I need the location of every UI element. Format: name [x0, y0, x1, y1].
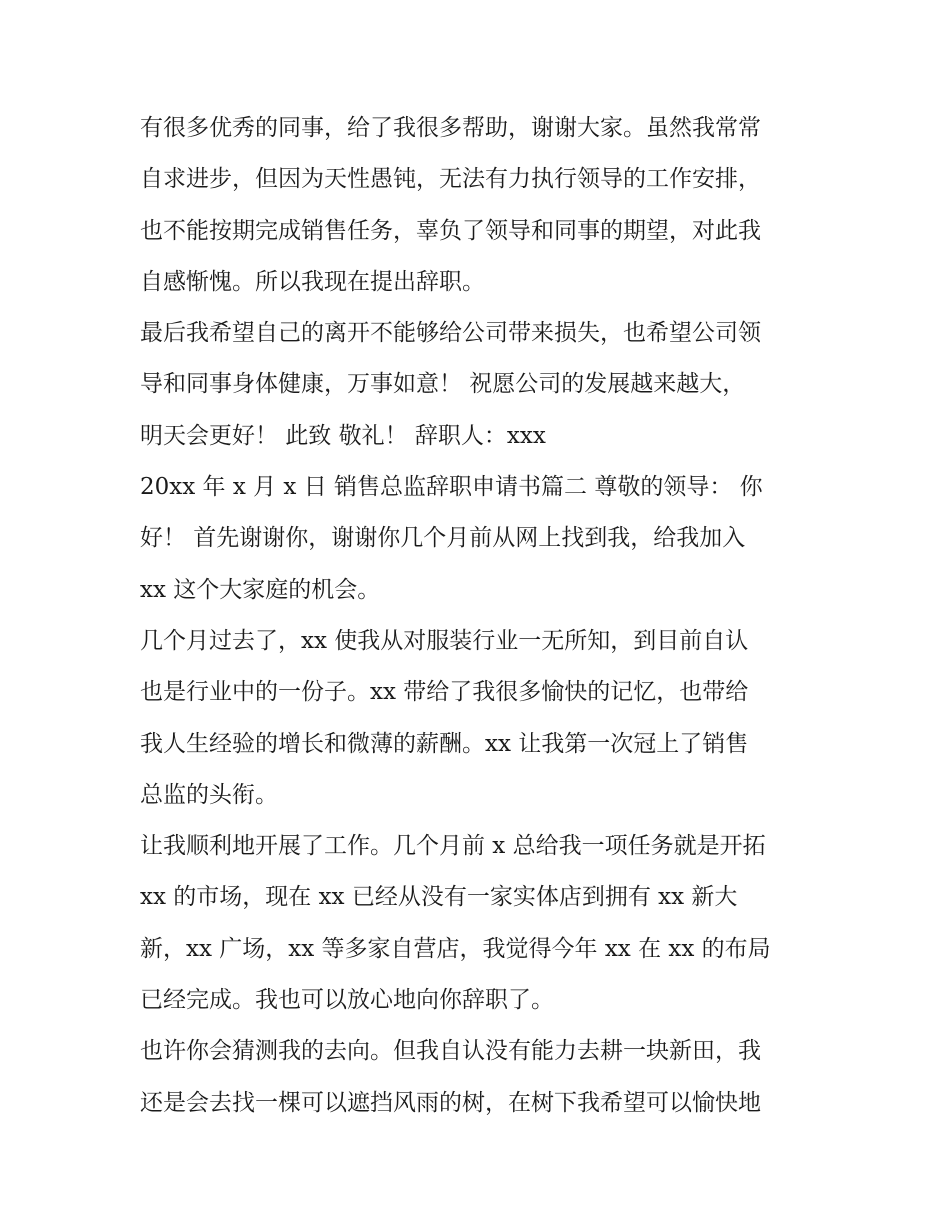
text-line: 明天会更好！ 此致 敬礼！ 辞职人：xxx: [140, 422, 546, 449]
text-line: 还是会去找一棵可以遮挡风雨的树，在树下我希望可以愉快地: [140, 1089, 761, 1116]
document-body: [140, 103, 820, 1129]
text-line: xx 的市场，现在 xx 已经从没有一家实体店到拥有 xx 新大: [140, 884, 738, 911]
text-line: 20xx 年 x 月 x 日 销售总监辞职申请书篇二 尊敬的领导： 你: [140, 474, 763, 501]
text-line: 也许你会猜测我的去向。但我自认没有能力去耕一块新田，我: [140, 1038, 761, 1065]
text-line: 自求进步，但因为天性愚钝，无法有力执行领导的工作安排，: [140, 166, 761, 193]
text-line: 也不能按期完成销售任务，辜负了领导和同事的期望，对此我: [140, 217, 761, 244]
text-line: xx 这个大家庭的机会。: [140, 576, 381, 603]
text-line: 已经完成。我也可以放心地向你辞职了。: [140, 987, 554, 1014]
text-line: 让我顺利地开展了工作。几个月前 x 总给我一项任务就是开拓: [140, 833, 766, 860]
text-line: 有很多优秀的同事，给了我很多帮助，谢谢大家。虽然我常常: [140, 115, 761, 141]
text-line: 导和同事身体健康，万事如意！ 祝愿公司的发展越来越大，: [140, 371, 746, 398]
text-line: 几个月过去了，xx 使我从对服装行业一无所知，到目前自认: [140, 627, 749, 654]
text-line: 自感惭愧。所以我现在提出辞职。: [140, 268, 485, 295]
text-line: 我人生经验的增长和微薄的薪酬。xx 让我第一次冠上了销售: [140, 730, 749, 757]
text-line: 总监的头衔。: [140, 781, 278, 808]
text-line: 也是行业中的一份子。xx 带给了我很多愉快的记忆，也带给: [140, 679, 749, 706]
text-line: 好！ 首先谢谢你，谢谢你几个月前从网上找到我，给我加入: [140, 525, 746, 552]
text-line: 新，xx 广场，xx 等多家自营店，我觉得今年 xx 在 xx 的布局: [140, 935, 771, 962]
text-line: 最后我希望自己的离开不能够给公司带来损失，也希望公司领: [140, 320, 761, 347]
